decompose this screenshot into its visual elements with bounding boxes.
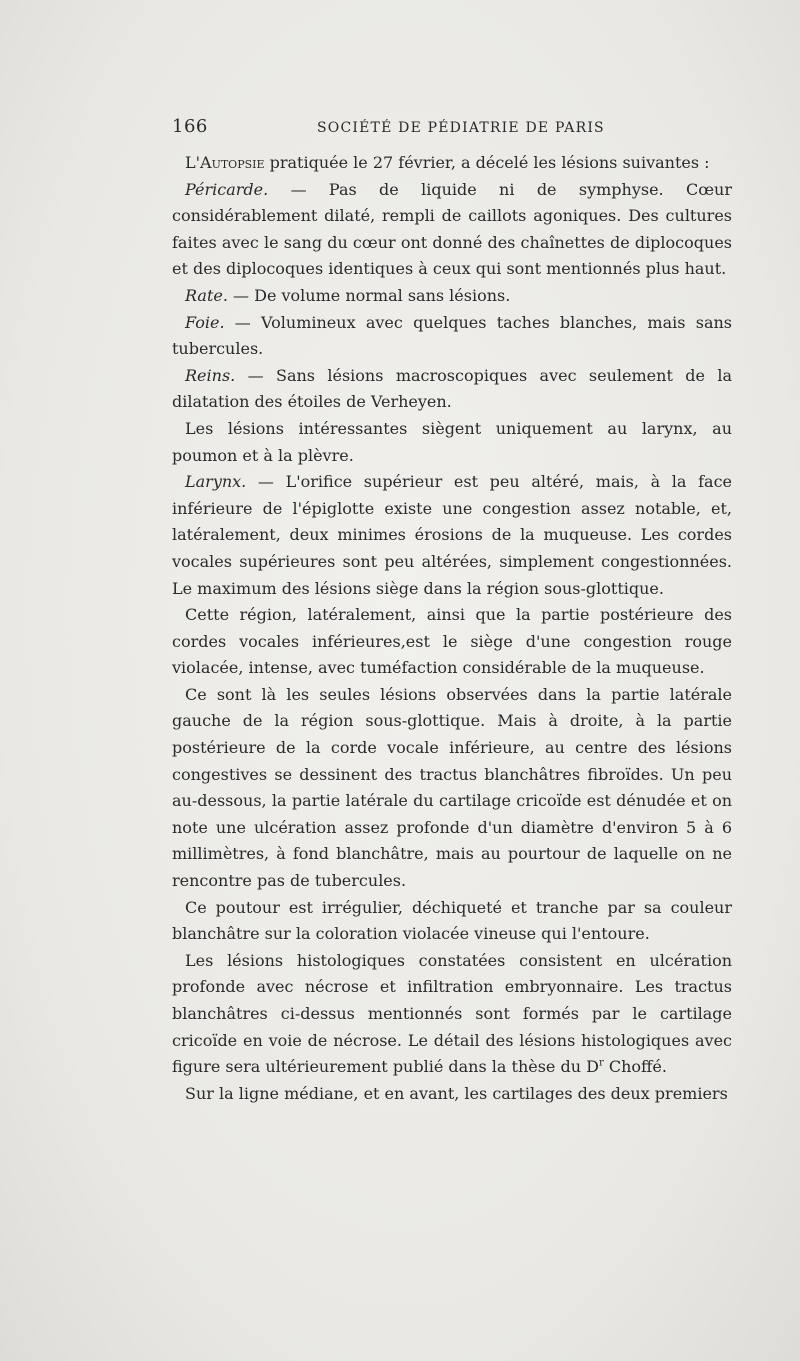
- page-number: 166: [172, 116, 208, 137]
- paragraph-seules-lesions: Ce sont là les seules lésions observées dans la partie latérale gauche de la région sous-glottique. Mais à droite, à la partie postérieure de la corde vocale inférieure, au centre des lésions congestives se dessinent des tractus blanchâtres fibroïdes. Un peu au-dessous, la partie latérale du cartilage cricoïde est dénudée et on note une ulcération assez profonde d'un diamètre d'environ 5 à 6 millimètres, à fond blanchâtre, mais au pourtour de laquelle on ne rencontre pas de tubercules.: [172, 684, 732, 891]
- paragraph-pericarde: [172, 177, 732, 283]
- paragraph-ligne-mediane: Sur la ligne médiane, et en avant, les cartilages des deux premiers: [185, 1083, 728, 1103]
- paragraph-foie: [172, 310, 732, 363]
- superscript: r: [598, 1057, 604, 1069]
- paragraph-rate: [172, 283, 732, 310]
- paragraph-text: — Pas de liquide ni de symphyse. Cœur considérablement dilaté, rempli de caillots agoniques. Des cultures faites avec le sang du cœur ont donné des chaînettes de diplocoques et des diplocoques identiques à ceux qui sont mentionnés plus haut.: [172, 179, 732, 279]
- section-label: Rate.: [185, 285, 228, 305]
- paragraph-autopsie: [172, 150, 732, 177]
- section-label: Larynx.: [185, 472, 247, 492]
- paragraph-region: Cette région, latéralement, ainsi que la partie postérieure des cordes vocales inférieures,est le siège d'une congestion rouge violacée, intense, avec tuméfaction considérable de la muqueuse.: [172, 605, 732, 678]
- lead-in: L'Autopsie: [185, 153, 265, 172]
- paragraph-text: pratiquée le 27 février, a décelé les lésions suivantes :: [264, 153, 710, 172]
- paragraph-lesions: Les lésions intéressantes siègent uniquement au larynx, au poumon et à la plèvre.: [172, 418, 732, 465]
- paragraph-text: — L'orifice supérieur est peu altéré, mais, à la face inférieure de l'épiglotte existe une congestion assez notable, et, latéralement, deux minimes érosions de la muqueuse. Les cordes vocales supérieures sont peu altérées, simplement congestionnées. Le maximum des lésions siège dans la région sous-glottique.: [172, 472, 732, 598]
- paragraph-pourtour: Ce poutour est irrégulier, déchiqueté et tranche par sa couleur blanchâtre sur la coloration violacée vineuse qui l'entoure.: [172, 897, 732, 944]
- paragraph-histologie: [172, 948, 732, 1081]
- paragraph-text: — Volumineux avec quelques taches blanches, mais sans tubercules.: [172, 312, 732, 359]
- section-label: Péricarde.: [185, 179, 269, 199]
- paragraph-text: — Sans lésions macroscopiques avec seulement de la dilatation des étoiles de Verheyen.: [172, 365, 732, 412]
- paragraph-reins: [172, 363, 732, 416]
- section-label: Reins.: [185, 365, 236, 385]
- body-text: [172, 150, 732, 1107]
- paragraph-text: Les lésions histologiques constatées consistent en ulcération profonde avec nécrose et infiltration embryonnaire. Les tractus blanchâtres ci-dessus mentionnés sont formés par le cartilage cricoïde en voie de nécrose. Le détail des lésions histologiques avec figure sera ultérieurement publié dans la thèse du D: [172, 950, 732, 1077]
- paragraph-larynx: [172, 469, 732, 602]
- paragraph-text: Choffé.: [603, 1057, 667, 1077]
- section-label: Foie.: [185, 312, 225, 332]
- running-title: SOCIÉTÉ DE PÉDIATRIE DE PARIS: [317, 120, 605, 136]
- page-header: [172, 116, 732, 140]
- paragraph-text: — De volume normal sans lésions.: [227, 285, 511, 305]
